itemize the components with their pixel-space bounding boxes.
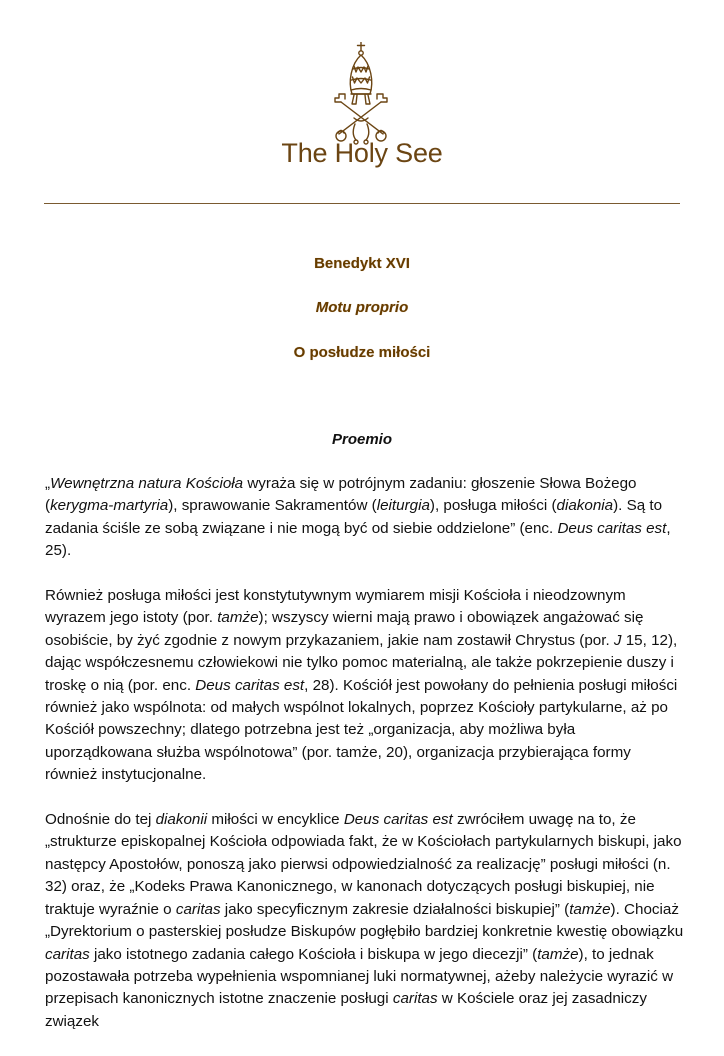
paragraph (45, 809, 685, 1033)
document-subtitle: Motu proprio (315, 299, 409, 316)
text-run: ). Chociaż „Dyrektorium o pasterskiej posłudze Biskupów pogłębiło bardziej konkretnie kwestię obowiązku (45, 900, 684, 941)
document-body (45, 473, 685, 1056)
text-run: wyraża się w potrójnym zadaniu: głoszenie Słowa Bożego ( (45, 475, 637, 515)
text-run: ), sprawowanie Sakramentów ( (168, 497, 377, 515)
text-run: zwróciłem uwagę na to, że „strukturze episkopalnej Kościoła odpowiada fakt, że w Kościołach partykularnych biskupi, jako następcy Apostołów, ponoszą jako pierwsi odpowiedzialność za realizację” posługi miłości (n. 32) oraz, że „Kodeks Prawa Kanonicznego, w kanonach dotyczących posługi biskupiej, nie traktuje wyraźnie o (45, 811, 682, 918)
text-run: w Kościele oraz jej zasadniczy związek (45, 990, 647, 1030)
site-title[interactable]: The Holy See (281, 138, 443, 168)
text-run: jako istotnego zadania całego Kościoła i biskupa w jego diecezji” ( (89, 945, 538, 963)
document-title: O posłudze miłości (293, 344, 431, 361)
italic-text-run: Deus caritas est (343, 811, 453, 829)
text-run: miłości w encyklice (207, 811, 344, 829)
text-run: Odnośnie do tej (45, 811, 156, 829)
text-run: ), to jednak pozostawała potrzeba wypełnienia wspomnianej luki normatywnej, ażeby należycie wyrazić w przepisach kanonicznych istotne znaczenie posługi (45, 945, 674, 1008)
text-run: , 28). Kościół jest powołany do pełnienia posługi miłości również jako wspólnota: od małych wspólnot lokalnych, poprzez Kościoły partykularne, aż po Kościół powszechny; dlatego potrzebna jest też „organizacja, aby możliwa była uporządkowana służba wspólnotowa” (por. tamże, 20), organizacja przybierająca formy również instytucjonalne. (45, 676, 678, 784)
text-run: ); wszyscy wierni mają prawo i obowiązek angażować się osobiście, by żyć zgodnie z nowym przykazaniem, jakie nam zostawił Chrystus (por. (45, 609, 644, 649)
italic-text-run: leiturgia (376, 497, 430, 515)
italic-text-run: Deus caritas est (557, 519, 667, 537)
italic-text-run: Deus caritas est (195, 676, 305, 694)
italic-text-run: J (613, 631, 622, 649)
text-run: Również posługa miłości jest konstytutywnym wymiarem misji Kościoła i nieodzownym wyrazem jego istoty (por. (45, 587, 626, 627)
text-run: , 25). (45, 519, 671, 560)
italic-text-run: Wewnętrzna natura Kościoła (50, 475, 244, 492)
papal-coat-of-arms-icon (321, 42, 401, 146)
section-heading: Proemio (331, 431, 392, 448)
italic-text-run: caritas (45, 945, 90, 963)
text-run: jako specyficznym zakresie działalności biskupiej” ( (220, 900, 570, 918)
italic-text-run: tamże (217, 609, 259, 627)
italic-text-run: tamże (537, 945, 579, 963)
text-run: ), posługa miłości ( (429, 497, 557, 515)
italic-text-run: caritas (175, 900, 221, 918)
italic-text-run: tamże (569, 900, 611, 918)
paragraph (45, 585, 685, 787)
italic-text-run: diakonii (155, 811, 208, 829)
italic-text-run: diakonia (556, 497, 614, 515)
text-run: 15, 12), dając współczesnemu człowiekowi nie tylko pomoc materialną, ale także pokrzepienie duszy i troskę o nią (por. enc. (45, 631, 678, 694)
text-run: „ (45, 475, 51, 492)
italic-text-run: kerygma-martyria (50, 497, 169, 515)
paragraph (45, 473, 685, 563)
text-run: ). Są to zadania ściśle ze sobą związane i nie mogą być od siebie oddzielone” (enc. (45, 497, 663, 537)
italic-text-run: caritas (392, 990, 438, 1008)
document-author: Benedykt XVI (314, 255, 410, 272)
header-divider (44, 203, 680, 204)
